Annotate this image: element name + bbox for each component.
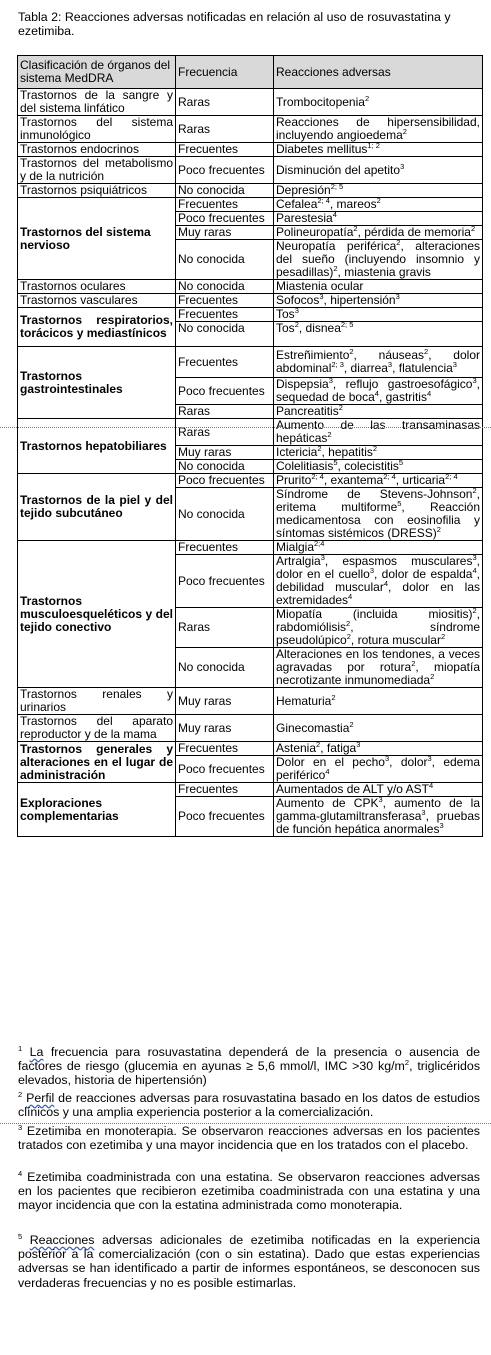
footnote-3: $^3$ Ezetimiba en monoterapia. Se observaron reacciones adversas en los pacientes tratados con ezetimiba y una mayor incidencia que en los tratados con el placebo. [18,1122,480,1153]
page-break-line [0,427,491,428]
organ-class-cell: Trastornos vasculares [18,294,176,308]
frequency-cell: No conocida [176,240,274,280]
table-row [18,116,483,143]
footnote-1: $^1$ La frecuencia para rosuvastatina dependerá de la presencia o ausencia de factores de riesgo (glucemia en ayunas ≥ 5,6 mmol/l, IMC >30 $kg/m^2$, triglicéridos elevados, historia de hipertensión) [18,1043,481,1088]
table-row [18,184,483,198]
organ-class-cell: Trastornos oculares [18,280,176,294]
reaction-cell: Tos$^3$ [274,308,483,322]
reaction-cell: Polineuropatía$^2$, pérdida de memoria$^2$ [274,226,483,240]
reaction-cell: Diabetes mellitus$^{1; 2}$ [274,143,483,157]
reaction-cell: Depresión$^{2; 5}$ [274,184,483,198]
organ-class-cell: Trastornos psiquiátricos [18,184,176,198]
frequency-cell: Poco frecuentes [176,474,274,488]
frequency-cell: Raras [176,405,274,419]
reaction-cell: Artralgia$^3$, espasmos musculares$^3$, dolor en el cuello$^3$, dolor de espalda$^4$, debilidad muscular$^4$, dolor en las extremidades$^4$ [274,555,483,608]
reaction-cell: Sofocos$^3$, hipertensión$^3$ [274,294,483,308]
organ-class-cell: Trastornos respiratorios, torácicos y mediastínicos [18,308,176,347]
frequency-cell: Muy raras [176,688,274,715]
table-row [18,280,483,294]
table-row [18,742,483,756]
table-row [18,541,483,555]
table-row [18,688,483,715]
frequency-cell: Poco frecuentes [176,797,274,837]
reaction-cell: Neuropatía periférica$^2$, alteraciones del sueño (incluyendo insomnio y pesadillas)$^2$, miastenia gravis [274,240,483,280]
frequency-cell: No conocida [176,648,274,688]
reaction-cell: Aumento de las transaminasas hepáticas$^2$ [274,419,483,446]
frequency-cell: Raras [176,608,274,648]
table-header-row [18,56,483,89]
frequency-cell: Muy raras [176,446,274,460]
frequency-cell: Poco frecuentes [176,157,274,184]
table-row [18,474,483,488]
frequency-cell: Raras [176,419,274,446]
reaction-cell: Ictericia$^2$, hepatitis$^2$ [274,446,483,460]
frequency-cell: Poco frecuentes [176,555,274,608]
organ-class-cell: Trastornos de la sangre y del sistema linfático [18,89,176,116]
reaction-cell: Estreñimiento$^2$, náuseas$^2$, dolor abdominal$^{2; 3}$, diarrea$^3$, flatulencia$^3$ [274,347,483,378]
frequency-cell: Frecuentes [176,308,274,322]
organ-class-cell: Trastornos renales y urinarios [18,688,176,715]
reaction-cell: Colelitiasis$^5$, colecistitis$^5$ [274,460,483,474]
footnote-2: $^2$ Perfil de reacciones adversas para rosuvastatina basado en los datos de estudios clínicos y una amplia experiencia posterior a la comercialización. [18,1089,480,1120]
reaction-cell: Cefalea$^{2; 4}$, mareos$^2$ [274,198,483,212]
table-caption: Tabla 2: Reacciones adversas notificadas en relación al uso de rosuvastatina y ezetimiba. [18,10,451,38]
footnote-5: $^5$ Reacciones adversas adicionales de ezetimiba notificadas en la experiencia posterior a la comercialización (con o sin estatina). Dado que estas experiencias adversas se han identificado a partir de informes espontáneos, se desconocen sus verdaderas frecuencias y no es posible estimarlas. [18,1231,481,1290]
reaction-cell: Parestesia$^4$ [274,212,483,226]
frequency-cell: Muy raras [176,226,274,240]
frequency-cell: No conocida [176,280,274,294]
organ-class-cell: Trastornos del metabolismo y de la nutrición [18,157,176,184]
reaction-cell: Síndrome de Stevens-Johnson$^2$, eritema multiforme$^5$, Reacción medicamentosa con eosinofilia y síntomas sistémicos (DRESS)$^2$ [274,488,483,541]
frequency-cell: Frecuentes [176,541,274,555]
table-row [18,198,483,212]
reaction-cell: Ginecomastia$^2$ [274,715,483,742]
table-row [18,419,483,446]
reaction-cell: Prurito$^{2; 4}$, exantema$^{2; 4}$, urticaria$^{2; 4}$ [274,474,483,488]
frequency-cell: Frecuentes [176,347,274,378]
reaction-cell: Astenia$^2$, fatiga$^3$ [274,742,483,756]
table-row [18,347,483,378]
reaction-cell: Dolor en el pecho$^3$, dolor$^3$, edema periférico$^4$ [274,756,483,783]
table-row [18,783,483,797]
organ-class-cell: Trastornos generales y alteraciones en el lugar de administración [18,742,176,783]
frequency-cell: Muy raras [176,715,274,742]
organ-class-cell: Trastornos gastrointestinales [18,347,176,419]
reaction-cell: Pancreatitis$^2$ [274,405,483,419]
frequency-cell: Raras [176,89,274,116]
table-row [18,715,483,742]
table-row [18,143,483,157]
table-row [18,157,483,184]
organ-class-cell: Trastornos hepatobiliares [18,419,176,474]
reaction-cell: Disminución del apetito$^3$ [274,157,483,184]
header-frequency: Frecuencia [176,56,274,89]
frequency-cell: No conocida [176,488,274,541]
reaction-cell: Mialgia$^{2;4}$ [274,541,483,555]
frequency-cell: Poco frecuentes [176,756,274,783]
frequency-cell: Raras [176,116,274,143]
header-organ-class: Clasificación de órganos del sistema MedDRA [18,56,176,89]
frequency-cell: Poco frecuentes [176,212,274,226]
adverse-reactions-table [17,55,483,837]
table-row [18,89,483,116]
frequency-cell: No conocida [176,322,274,347]
organ-class-cell: Trastornos del sistema inmunológico [18,116,176,143]
organ-class-cell: Trastornos endocrinos [18,143,176,157]
frequency-cell: Frecuentes [176,198,274,212]
frequency-cell: Frecuentes [176,783,274,797]
reaction-cell: Dispepsia$^3$, reflujo gastroesofágico$^3$, sequedad de boca$^4$, gastritis$^4$ [274,378,483,405]
table-row [18,308,483,322]
organ-class-cell: Exploraciones complementarias [18,783,176,837]
table-row [18,294,483,308]
organ-class-cell: Trastornos del sistema nervioso [18,198,176,280]
reaction-cell: Trombocitopenia$^2$ [274,89,483,116]
reaction-cell: Aumento de CPK$^3$, aumento de la gamma-glutamiltransferasa$^3$, pruebas de función hepática anormales$^3$ [274,797,483,837]
reaction-cell: Miastenia ocular [274,280,483,294]
reaction-cell: Miopatía (incluida miositis)$^2$, rabdomiólisis$^2$, síndrome pseudolúpico$^2$, rotura muscular$^2$ [274,608,483,648]
frequency-cell: Poco frecuentes [176,378,274,405]
frequency-cell: Frecuentes [176,143,274,157]
reaction-cell: Tos$^2$, disnea$^{2; 5}$ [274,322,483,347]
footnote-4: $^4$ Ezetimiba coadministrada con una estatina. Se observaron reacciones adversas en los pacientes que recibieron ezetimiba coadministrada con una estatina y una mayor incidencia que con la estatina administrada como monoterapia. [18,1168,480,1213]
frequency-cell: Frecuentes [176,742,274,756]
frequency-cell: No conocida [176,184,274,198]
reaction-cell: Alteraciones en los tendones, a veces agravadas por rotura$^2$, miopatía necrotizante inmunomediada$^2$ [274,648,483,688]
reaction-cell: Hematuria$^2$ [274,688,483,715]
frequency-cell: Frecuentes [176,294,274,308]
organ-class-cell: Trastornos del aparato reproductor y de la mama [18,715,176,742]
reaction-cell: Aumentados de ALT y/o AST$^4$ [274,783,483,797]
header-reactions: Reacciones adversas [274,56,483,89]
reaction-cell: Reacciones de hipersensibilidad, incluyendo angioedema$^2$ [274,116,483,143]
organ-class-cell: Trastornos de la piel y del tejido subcutáneo [18,474,176,541]
frequency-cell: No conocida [176,460,274,474]
organ-class-cell: Trastornos musculoesqueléticos y del tejido conectivo [18,541,176,688]
